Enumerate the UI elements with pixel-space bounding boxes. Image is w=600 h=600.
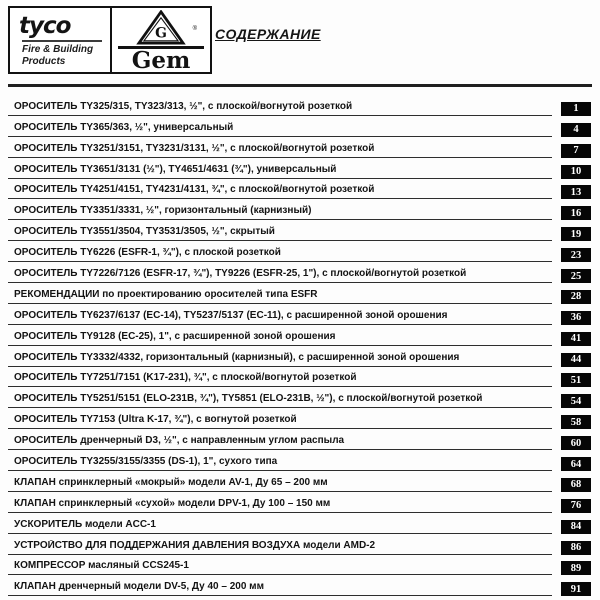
toc-row <box>8 367 591 388</box>
toc-entry-rule <box>8 289 552 304</box>
toc-entry-rule <box>8 372 552 387</box>
toc-row <box>8 346 591 367</box>
toc-page-number: 91 <box>561 582 591 596</box>
toc-entry-label: ОРОСИТЕЛЬ TY5251/5151 (ELO-231B, ¾"), TY5851 (ELO-231B, ½"), с плоской/вогнутой розеткой <box>14 393 483 405</box>
toc-row <box>8 116 591 137</box>
toc-row <box>8 137 591 158</box>
toc-entry-label: ОРОСИТЕЛЬ TY7226/7126 (ESFR-17, ¾"), TY9226 (ESFR-25, 1"), с плоской/вогнутой розеткой <box>14 268 467 280</box>
toc-entry-label: ОРОСИТЕЛЬ TY3651/3131 (½"), TY4651/4631 (¾"), универсальный <box>14 163 337 175</box>
toc-entry-label: КОМПРЕССОР масляный CCS245-1 <box>14 560 189 572</box>
toc-entry-label: УСКОРИТЕЛЬ модели ACC-1 <box>14 518 156 530</box>
toc-entry-rule <box>8 247 552 262</box>
toc-entry-rule <box>8 456 552 471</box>
toc-entry-label: ОРОСИТЕЛЬ TY4251/4151, TY4231/4131, ¾", с плоской/вогнутой розеткой <box>14 184 375 196</box>
toc-row <box>8 241 591 262</box>
tyco-tagline-line2: Products <box>22 56 66 67</box>
toc-entry-label: ОРОСИТЕЛЬ TY6226 (ESFR-1, ¾"), с плоской розеткой <box>14 247 281 259</box>
toc-entry-label: КЛАПАН спринклерный «сухой» модели DPV-1, Ду 100 – 150 мм <box>14 497 331 509</box>
gem-letter-g: G <box>155 25 167 42</box>
toc-entry-label: РЕКОМЕНДАЦИИ по проектированию оросителей типа ESFR <box>14 288 318 300</box>
toc-row <box>8 534 591 555</box>
toc-page-number: 13 <box>561 185 591 199</box>
toc-entry-label: ОРОСИТЕЛЬ TY6237/6137 (EC-14), TY5237/5137 (EC-11), с расширенной зоной орошения <box>14 309 448 321</box>
toc-list <box>8 95 591 596</box>
toc-entry-rule <box>8 477 552 492</box>
gem-wordmark: Gem <box>118 46 204 72</box>
toc-row <box>8 262 591 283</box>
page-title: СОДЕРЖАНИЕ <box>215 26 321 42</box>
toc-entry-rule <box>8 143 552 158</box>
toc-row <box>8 408 591 429</box>
toc-row <box>8 555 591 576</box>
toc-row <box>8 220 591 241</box>
toc-entry-rule <box>8 226 552 241</box>
toc-entry-rule <box>8 268 552 283</box>
toc-page-number: 64 <box>561 457 591 471</box>
toc-page-number: 7 <box>561 144 591 158</box>
toc-entry-rule <box>8 331 552 346</box>
toc-page-number: 36 <box>561 311 591 325</box>
toc-page-number: 51 <box>561 373 591 387</box>
toc-page-number: 19 <box>561 227 591 241</box>
toc-entry-rule <box>8 393 552 408</box>
toc-entry-rule <box>8 352 552 367</box>
toc-entry-rule <box>8 101 552 116</box>
toc-page-number: 23 <box>561 248 591 262</box>
toc-row <box>8 429 591 450</box>
toc-entry-rule <box>8 560 552 575</box>
toc-page-number: 60 <box>561 436 591 450</box>
toc-page-number: 76 <box>561 499 591 513</box>
toc-entry-label: ОРОСИТЕЛЬ TY7251/7151 (K17-231), ¾", с плоской/вогнутой розеткой <box>14 372 357 384</box>
tyco-underline <box>22 40 102 42</box>
toc-row <box>8 513 591 534</box>
tyco-logo <box>10 8 112 72</box>
toc-entry-label: ОРОСИТЕЛЬ TY3255/3155/3355 (DS-1), 1", сухого типа <box>14 456 278 468</box>
toc-entry-rule <box>8 435 552 450</box>
registered-trademark-icon: ® <box>192 26 197 32</box>
toc-entry-label: ОРОСИТЕЛЬ TY3332/4332, горизонтальный (карнизный), с расширенной зоной орошения <box>14 351 460 363</box>
toc-entry-label: ОРОСИТЕЛЬ TY3551/3504, TY3531/3505, ½", скрытый <box>14 226 275 238</box>
toc-entry-label: ОРОСИТЕЛЬ TY7153 (Ultra K-17, ¾"), с вогнутой розеткой <box>14 414 297 426</box>
toc-entry-rule <box>8 164 552 179</box>
toc-entry-rule <box>8 540 552 555</box>
toc-row <box>8 471 591 492</box>
toc-page-number: 89 <box>561 561 591 575</box>
toc-page-number: 84 <box>561 520 591 534</box>
toc-page-number: 25 <box>561 269 591 283</box>
toc-row <box>8 304 591 325</box>
toc-entry-rule <box>8 581 552 596</box>
toc-entry-label: УСТРОЙСТВО ДЛЯ ПОДДЕРЖАНИЯ ДАВЛЕНИЯ ВОЗДУХА модели AMD-2 <box>14 539 376 551</box>
toc-entry-label: ОРОСИТЕЛЬ TY3251/3151, TY3231/3131, ½", с плоской/вогнутой розеткой <box>14 142 375 154</box>
toc-row <box>8 283 591 304</box>
tyco-tagline-line1: Fire & Building <box>22 44 94 55</box>
toc-entry-rule <box>8 205 552 220</box>
toc-page-number: 4 <box>561 123 591 137</box>
toc-row <box>8 325 591 346</box>
toc-entry-label: ОРОСИТЕЛЬ TY325/315, TY323/313, ½", с плоской/вогнутой розеткой <box>14 100 353 112</box>
toc-row <box>8 179 591 200</box>
gem-triangle-icon <box>134 10 188 45</box>
header-divider <box>8 84 592 87</box>
toc-page-number: 1 <box>561 102 591 116</box>
toc-entry-rule <box>8 498 552 513</box>
toc-page-number: 86 <box>561 541 591 555</box>
toc-page-number: 58 <box>561 415 591 429</box>
toc-row <box>8 450 591 471</box>
toc-page-number: 10 <box>561 165 591 179</box>
toc-page-number: 16 <box>561 206 591 220</box>
toc-row <box>8 387 591 408</box>
toc-page-number: 68 <box>561 478 591 492</box>
brand-logo-box <box>8 6 212 74</box>
toc-row <box>8 95 591 116</box>
toc-row <box>8 158 591 179</box>
toc-entry-rule <box>8 414 552 429</box>
toc-entry-rule <box>8 184 552 199</box>
toc-entry-label: КЛАПАН спринклерный «мокрый» модели AV-1, Ду 65 – 200 мм <box>14 476 328 488</box>
toc-entry-label: ОРОСИТЕЛЬ TY9128 (EC-25), 1", с расширенной зоной орошения <box>14 330 336 342</box>
toc-entry-label: ОРОСИТЕЛЬ TY365/363, ½", универсальный <box>14 121 234 133</box>
gem-logo <box>112 8 210 72</box>
toc-page-number: 28 <box>561 290 591 304</box>
toc-row <box>8 575 591 596</box>
toc-entry-label: ОРОСИТЕЛЬ TY3351/3331, ½", горизонтальный (карнизный) <box>14 205 312 217</box>
toc-page-number: 41 <box>561 332 591 346</box>
toc-row <box>8 199 591 220</box>
toc-page-number: 44 <box>561 353 591 367</box>
toc-entry-label: ОРОСИТЕЛЬ дренчерный D3, ½", с направленным углом распыла <box>14 435 345 447</box>
toc-entry-label: КЛАПАН дренчерный модели DV-5, Ду 40 – 200 мм <box>14 581 264 593</box>
toc-page-number: 54 <box>561 394 591 408</box>
toc-entry-rule <box>8 519 552 534</box>
toc-row <box>8 492 591 513</box>
tyco-wordmark: tyco <box>19 13 71 39</box>
toc-entry-rule <box>8 122 552 137</box>
toc-entry-rule <box>8 310 552 325</box>
